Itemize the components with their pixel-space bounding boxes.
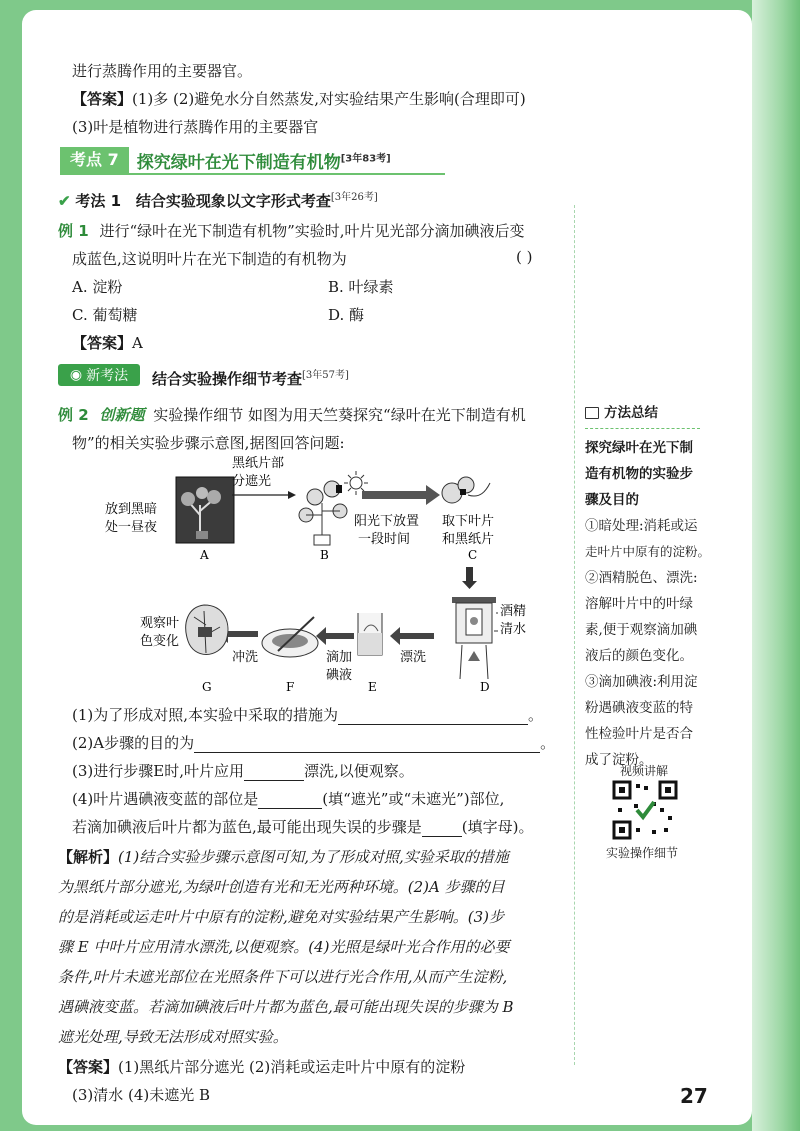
top-answer-2: (3)叶是植物进行蒸腾作用的主要器官 (72, 118, 319, 136)
label-remove-1: 取下叶片 (442, 514, 495, 529)
answer-paren: ( ) (516, 248, 533, 266)
heading-underline (585, 428, 700, 429)
question-2: (2)A步骤的目的为 。 (72, 734, 556, 752)
label-bleach: 漂洗 (400, 650, 427, 665)
analysis-line: 骤 E 中叶片应用清水漂洗,以便观察。(4)光照是绿叶光合作用的必要 (58, 938, 510, 956)
kaofa-1-heading: ✔ 考法 1 结合实验现象以文字形式考查[3年26考] (58, 192, 378, 210)
label-dark-1: 放到黑暗 (105, 502, 158, 517)
summary-line: 素,便于观察滴加碘 (585, 622, 698, 638)
label-observe-1: 观察叶 (140, 616, 180, 631)
step-f-petri-dish (262, 617, 318, 657)
label-remove-2: 和黑纸片 (442, 532, 495, 547)
example-2-answer: 【答案】(1)黑纸片部分遮光 (2)消耗或运走叶片中原有的淀粉 (58, 1058, 466, 1076)
step-d-water-bath (452, 597, 496, 679)
option-a: A. 淀粉 (72, 278, 123, 296)
example-2-answer-2: (3)清水 (4)未遮光 B (72, 1086, 211, 1104)
label-water: 清水 (500, 622, 527, 637)
page-number: 27 (680, 1084, 708, 1108)
option-d: D. 酶 (328, 306, 365, 324)
qr-caption: 实验操作细节 (606, 846, 679, 860)
label-sun-1: 阳光下放置 (354, 514, 420, 529)
summary-line: 探究绿叶在光下制 (585, 440, 693, 456)
analysis-line: 为黑纸片部分遮光,为绿叶创造有光和无光两种环境。(2)A 步骤的目 (58, 878, 505, 896)
summary-line: 性检验叶片是否合 (585, 726, 693, 742)
label-black-paper-2: 分遮光 (232, 474, 272, 489)
intro-line: 进行蒸腾作用的主要器官。 (72, 62, 253, 80)
arrow-b-c (362, 491, 426, 499)
example-1-stem-2: 成蓝色,这说明叶片在光下制造的有机物为 (72, 250, 347, 268)
option-b: B. 叶绿素 (328, 278, 394, 296)
summary-line: 液后的颜色变化。 (585, 648, 693, 664)
step-e-beaker (358, 613, 382, 655)
label-observe-2: 色变化 (140, 634, 180, 649)
step-g-leaf (186, 605, 228, 655)
letter-g: G (202, 680, 212, 694)
check-icon: ✔ (58, 192, 71, 210)
arrow-f-g (228, 631, 258, 637)
page-edge (752, 0, 800, 1131)
summary-line: 骤及目的 (585, 492, 639, 508)
label-alcohol: 酒精 (500, 604, 527, 619)
step-c-leaf (442, 477, 490, 503)
summary-line: ②酒精脱色、漂洗: (585, 570, 698, 586)
letter-a: A (200, 548, 209, 562)
new-method-badge: ◉ 新考法 (58, 364, 140, 386)
example-2-stem: 例 2 创新题 实验操作细节 如图为用天竺葵探究“绿叶在光下制造有机 (58, 406, 526, 424)
label-rinse: 冲洗 (232, 650, 259, 665)
arrow-e-f (326, 633, 354, 639)
label-sun-2: 一段时间 (358, 532, 411, 547)
video-label: 视频讲解 (620, 764, 669, 778)
label-black-paper-1: 黑纸片部 (232, 456, 285, 471)
section-header (60, 147, 440, 173)
example-2-stem-2: 物”的相关实验步骤示意图,据图回答问题: (72, 434, 345, 452)
sidebar-divider (574, 205, 575, 1065)
analysis-line-1: 【解析】(1)结合实验步骤示意图可知,为了形成对照,实验采取的措施 (58, 848, 509, 866)
summary-line: 成了淀粉。 (585, 752, 653, 768)
analysis-line: 遇碘液变蓝。若滴加碘液后叶片都为蓝色,最可能出现失误的步骤为 B (58, 998, 514, 1016)
letter-c: C (468, 548, 478, 562)
summary-line: 走叶片中原有的淀粉。 (585, 544, 711, 559)
arrow-d-e (400, 633, 434, 639)
method-summary-heading: 方法总结 (585, 400, 710, 426)
summary-line: 粉遇碘液变蓝的特 (585, 700, 693, 716)
section-underline (60, 173, 445, 175)
arrow-c-d (466, 567, 473, 581)
letter-e: E (368, 680, 377, 694)
new-method-title: 结合实验操作细节考查[3年57考] (152, 370, 349, 388)
letter-f: F (286, 680, 295, 694)
book-icon (585, 407, 599, 419)
question-4-line-2: 若滴加碘液后叶片都为蓝色,最可能出现失误的步骤是 (填字母)。 (72, 818, 534, 836)
analysis-line: 条件,叶片未遮光部位在光照条件下可以进行光合作用,从而产生淀粉, (58, 968, 508, 986)
letter-d: D (480, 680, 490, 694)
question-4: (4)叶片遇碘液变蓝的部位是 (填“遮光”或“未遮光”)部位, (72, 790, 505, 808)
experiment-figure (100, 455, 570, 695)
summary-line: 造有机物的实验步 (585, 466, 693, 482)
summary-line: ③滴加碘液:利用淀 (585, 674, 698, 690)
step-a-dark-box (176, 477, 234, 543)
badge-icon: ◉ (69, 367, 83, 383)
example-1-answer: 【答案】A (72, 334, 143, 352)
label-iodine-2: 碘液 (326, 668, 353, 683)
summary-line: 溶解叶片中的叶绿 (585, 596, 693, 612)
qr-code[interactable] (612, 780, 678, 840)
section-tag: 考点 7 (60, 147, 129, 173)
option-c: C. 葡萄糖 (72, 306, 138, 324)
step-b-plant (299, 481, 347, 545)
analysis-line: 遮光处理,导致无法形成对照实验。 (58, 1028, 288, 1046)
label-dark-2: 处一昼夜 (105, 520, 158, 535)
question-1: (1)为了形成对照,本实验中采取的措施为 。 (72, 706, 544, 724)
section-title: 探究绿叶在光下制造有机物[3年83考] (136, 152, 391, 173)
example-1-stem: 例 1 进行“绿叶在光下制造有机物”实验时,叶片见光部分滴加碘液后变 (58, 222, 525, 240)
summary-line: ①暗处理:消耗或运 (585, 518, 698, 534)
letter-b: B (320, 548, 329, 562)
top-answer: 【答案】(1)多 (2)避免水分自然蒸发,对实验结果产生影响(合理即可) (72, 90, 526, 108)
question-3: (3)进行步骤E时,叶片应用 漂洗,以便观察。 (72, 762, 414, 780)
method-summary-sidebar (585, 400, 710, 773)
label-iodine-1: 滴加 (326, 650, 353, 665)
analysis-line: 的是消耗或运走叶片中原有的淀粉,避免对实验结果产生影响。(3)步 (58, 908, 505, 926)
